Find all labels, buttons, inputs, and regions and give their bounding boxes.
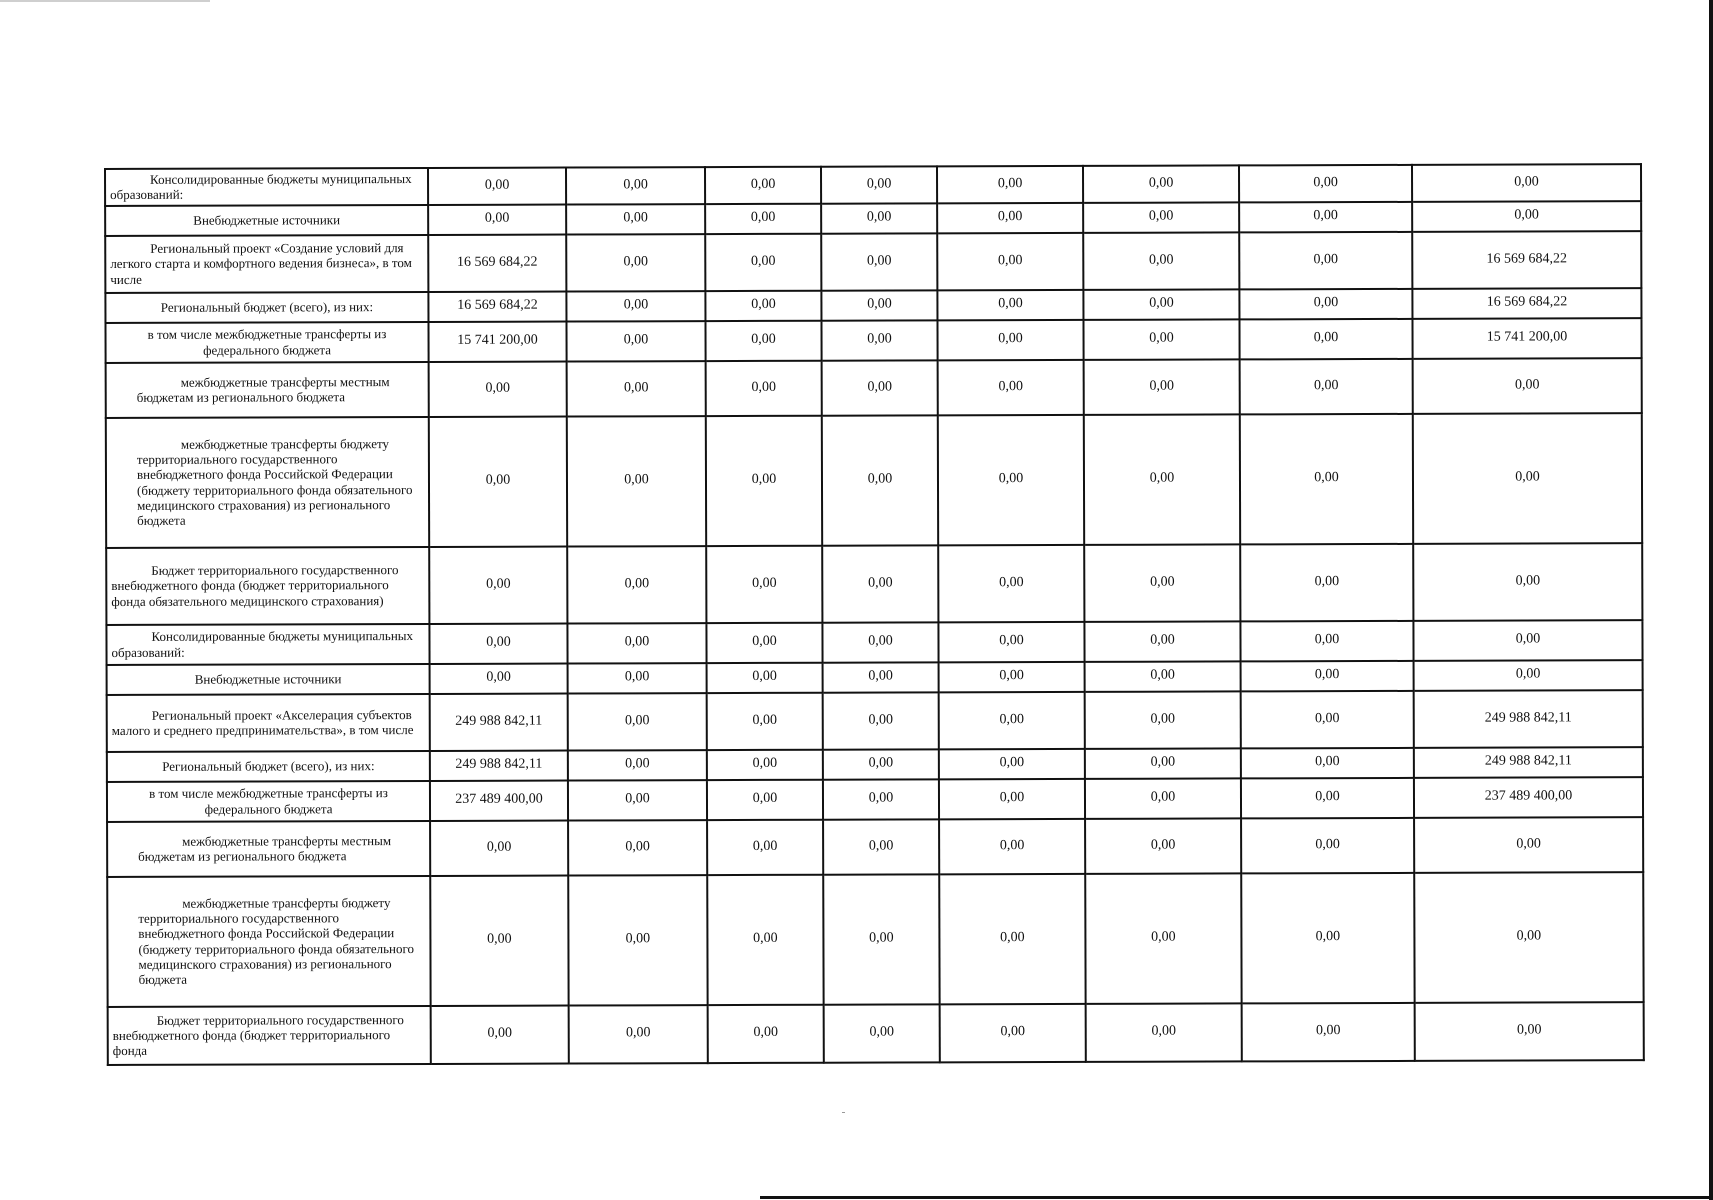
table-row: [107, 872, 1643, 1007]
value-cell: 0,00: [1412, 164, 1641, 201]
value-cell: 0,00: [1240, 414, 1413, 545]
value-cell: 0,00: [823, 749, 939, 779]
value-cell: 0,00: [937, 203, 1083, 233]
row-label: Внебюджетные источники: [105, 205, 428, 236]
value-cell: 0,00: [429, 623, 567, 663]
value-cell: 0,00: [937, 290, 1083, 320]
value-cell: 0,00: [1083, 319, 1239, 359]
value-cell: 0,00: [938, 545, 1084, 622]
value-cell: 0,00: [823, 692, 939, 749]
row-label: в том числе межбюджетные трансферты из федерального бюджета: [107, 781, 430, 822]
value-cell: 0,00: [1083, 232, 1239, 289]
row-label: Региональный проект «Акселерация субъектов малого и среднего предпринимательства», в том числе: [107, 694, 430, 752]
value-cell: 0,00: [567, 623, 706, 663]
value-cell: 0,00: [821, 233, 937, 290]
value-cell: 0,00: [429, 361, 567, 416]
table-row: [108, 1002, 1644, 1065]
value-cell: 0,00: [1412, 201, 1641, 232]
value-cell: 0,00: [1239, 165, 1412, 202]
value-cell: 0,00: [705, 167, 821, 204]
table-row: [107, 777, 1643, 822]
row-label: межбюджетные трансферты местным бюджетам из регионального бюджета: [107, 821, 430, 877]
value-cell: 0,00: [1083, 289, 1239, 319]
value-cell: 0,00: [1241, 818, 1414, 874]
value-cell: 0,00: [823, 662, 939, 692]
value-cell: 0,00: [1414, 660, 1643, 691]
value-cell: 0,00: [1241, 661, 1414, 692]
value-cell: 0,00: [707, 692, 823, 749]
value-cell: 0,00: [937, 320, 1083, 360]
value-cell: 0,00: [430, 820, 568, 875]
value-cell: 0,00: [567, 361, 706, 416]
value-cell: 0,00: [1239, 202, 1412, 233]
value-cell: 0,00: [430, 663, 568, 693]
value-cell: 0,00: [568, 663, 707, 693]
value-cell: 0,00: [822, 622, 938, 662]
value-cell: 0,00: [939, 819, 1085, 874]
table-row: [106, 413, 1642, 548]
table-row: [105, 288, 1641, 323]
row-label: межбюджетные трансферты бюджету территориального государственного внебюджетного фонда Российской Федерации (бюджету территориального фонда обязательного медицинского страхования) из регионального бюджета: [107, 876, 430, 1007]
value-cell: 0,00: [431, 1005, 569, 1063]
row-label: Консолидированные бюджеты муниципальных образований:: [106, 624, 429, 665]
value-cell: 15 741 200,00: [428, 321, 566, 361]
value-cell: 0,00: [705, 203, 821, 233]
value-cell: 237 489 400,00: [1414, 777, 1643, 818]
value-cell: 0,00: [821, 290, 937, 320]
value-cell: 0,00: [429, 416, 567, 546]
value-cell: 249 988 842,11: [1414, 747, 1643, 778]
scan-speck: [842, 1112, 845, 1113]
row-label: Бюджет территориального государственного внебюджетного фонда (бюджет территориального фонда обязательного медицинского страхования): [106, 547, 429, 625]
value-cell: 0,00: [707, 819, 823, 874]
value-cell: 0,00: [705, 233, 821, 290]
value-cell: 0,00: [823, 779, 939, 819]
value-cell: 0,00: [1414, 872, 1643, 1003]
row-label: Бюджет территориального государственного внебюджетного фонда (бюджет территориального фонда: [108, 1006, 431, 1065]
value-cell: 0,00: [566, 167, 705, 204]
value-cell: 0,00: [823, 874, 939, 1004]
row-label: межбюджетные трансферты бюджету территориального государственного внебюджетного фонда Российской Федерации (бюджету территориального фонда обязательного медицинского страхования) из регионального бюджета: [106, 417, 429, 548]
value-cell: 0,00: [1240, 621, 1413, 662]
table-row: [105, 164, 1641, 205]
value-cell: 0,00: [1084, 414, 1240, 544]
value-cell: 0,00: [1240, 359, 1413, 415]
value-cell: 16 569 684,22: [1412, 231, 1641, 289]
value-cell: 0,00: [429, 546, 567, 623]
value-cell: 0,00: [939, 692, 1085, 749]
row-label: в том числе межбюджетные трансферты из федерального бюджета: [105, 322, 428, 363]
value-cell: 0,00: [821, 203, 937, 233]
value-cell: 0,00: [1413, 543, 1642, 621]
value-cell: 0,00: [567, 416, 706, 546]
row-label: Региональный бюджет (всего), из них:: [105, 292, 428, 323]
table-row: [105, 201, 1641, 236]
table-row: [107, 747, 1643, 782]
value-cell: 0,00: [567, 546, 706, 623]
budget-table: [104, 163, 1645, 1065]
value-cell: 0,00: [939, 749, 1085, 779]
value-cell: 0,00: [1085, 661, 1241, 691]
value-cell: 0,00: [1240, 544, 1413, 622]
value-cell: 0,00: [1084, 621, 1240, 661]
value-cell: 0,00: [1085, 873, 1241, 1003]
value-cell: 0,00: [1414, 817, 1643, 873]
table-row: [107, 817, 1643, 877]
value-cell: 0,00: [940, 1004, 1086, 1062]
value-cell: 0,00: [568, 820, 707, 875]
scan-edge-top: [0, 0, 210, 2]
value-cell: 0,00: [566, 234, 705, 291]
value-cell: 0,00: [823, 819, 939, 874]
value-cell: 0,00: [707, 874, 823, 1004]
value-cell: 0,00: [707, 779, 823, 819]
value-cell: 0,00: [821, 166, 937, 203]
value-cell: 0,00: [708, 1004, 824, 1062]
value-cell: 237 489 400,00: [430, 780, 568, 820]
value-cell: 0,00: [1083, 202, 1239, 232]
scan-edge-bottom: [760, 1196, 1713, 1199]
value-cell: 0,00: [1415, 1002, 1644, 1061]
value-cell: 0,00: [1239, 319, 1412, 360]
value-cell: 0,00: [938, 415, 1084, 545]
value-cell: 0,00: [939, 874, 1085, 1004]
value-cell: 0,00: [1085, 748, 1241, 778]
value-cell: 0,00: [1083, 165, 1239, 202]
table-row: [105, 231, 1641, 293]
row-label: Региональный бюджет (всего), из них:: [107, 751, 430, 782]
table-row: [107, 690, 1643, 752]
value-cell: 0,00: [1239, 232, 1412, 290]
table-row: [107, 660, 1643, 695]
value-cell: 0,00: [707, 749, 823, 779]
value-cell: 0,00: [706, 622, 822, 662]
table-row: [106, 543, 1642, 625]
value-cell: 0,00: [822, 415, 938, 545]
value-cell: 0,00: [566, 204, 705, 234]
value-cell: 0,00: [824, 1004, 940, 1062]
table-row: [105, 318, 1641, 363]
value-cell: 0,00: [1241, 748, 1414, 779]
value-cell: 16 569 684,22: [1412, 288, 1641, 319]
value-cell: 0,00: [705, 320, 821, 360]
value-cell: 249 988 842,11: [430, 693, 568, 750]
value-cell: 0,00: [705, 290, 821, 320]
value-cell: 0,00: [822, 545, 938, 622]
value-cell: 0,00: [428, 204, 566, 234]
value-cell: 0,00: [937, 166, 1083, 203]
value-cell: 0,00: [707, 662, 823, 692]
value-cell: 0,00: [569, 1005, 708, 1063]
value-cell: 0,00: [1085, 691, 1241, 748]
value-cell: 0,00: [1241, 691, 1414, 749]
row-label: Внебюджетные источники: [107, 664, 430, 695]
value-cell: 0,00: [430, 875, 568, 1005]
row-label: Региональный проект «Создание условий для легкого старта и комфортного ведения бизнеса», в том числе: [105, 235, 428, 293]
value-cell: 0,00: [568, 875, 707, 1005]
value-cell: 0,00: [566, 291, 705, 321]
value-cell: 0,00: [1085, 818, 1241, 873]
value-cell: 15 741 200,00: [1412, 318, 1641, 359]
value-cell: 0,00: [939, 662, 1085, 692]
value-cell: 0,00: [1084, 544, 1240, 621]
budget-table-container: [104, 163, 1643, 1065]
row-label: межбюджетные трансферты местным бюджетам из регионального бюджета: [106, 362, 429, 418]
value-cell: 0,00: [1242, 1003, 1415, 1062]
scan-edge-right: [1709, 0, 1713, 1200]
value-cell: 0,00: [939, 779, 1085, 819]
value-cell: 0,00: [1241, 778, 1414, 819]
value-cell: 0,00: [938, 622, 1084, 662]
value-cell: 0,00: [568, 750, 707, 780]
value-cell: 0,00: [706, 545, 822, 622]
value-cell: 0,00: [706, 415, 822, 545]
value-cell: 0,00: [706, 360, 822, 415]
value-cell: 0,00: [1086, 1003, 1242, 1061]
table-row: [106, 358, 1642, 418]
value-cell: 16 569 684,22: [428, 234, 566, 291]
value-cell: 0,00: [1239, 289, 1412, 320]
value-cell: 0,00: [1241, 873, 1414, 1004]
value-cell: 0,00: [566, 321, 705, 361]
value-cell: 0,00: [568, 780, 707, 820]
value-cell: 0,00: [938, 360, 1084, 415]
value-cell: 16 569 684,22: [428, 291, 566, 321]
value-cell: 249 988 842,11: [1414, 690, 1643, 748]
row-label: Консолидированные бюджеты муниципальных образований:: [105, 168, 428, 206]
value-cell: 0,00: [1084, 359, 1240, 414]
value-cell: 249 988 842,11: [430, 750, 568, 780]
value-cell: 0,00: [937, 233, 1083, 290]
value-cell: 0,00: [1413, 413, 1642, 544]
value-cell: 0,00: [428, 168, 566, 205]
value-cell: 0,00: [1413, 620, 1642, 661]
value-cell: 0,00: [1085, 778, 1241, 818]
value-cell: 0,00: [822, 360, 938, 415]
value-cell: 0,00: [1413, 358, 1642, 414]
table-row: [106, 620, 1642, 665]
value-cell: 0,00: [821, 320, 937, 360]
value-cell: 0,00: [568, 693, 707, 750]
